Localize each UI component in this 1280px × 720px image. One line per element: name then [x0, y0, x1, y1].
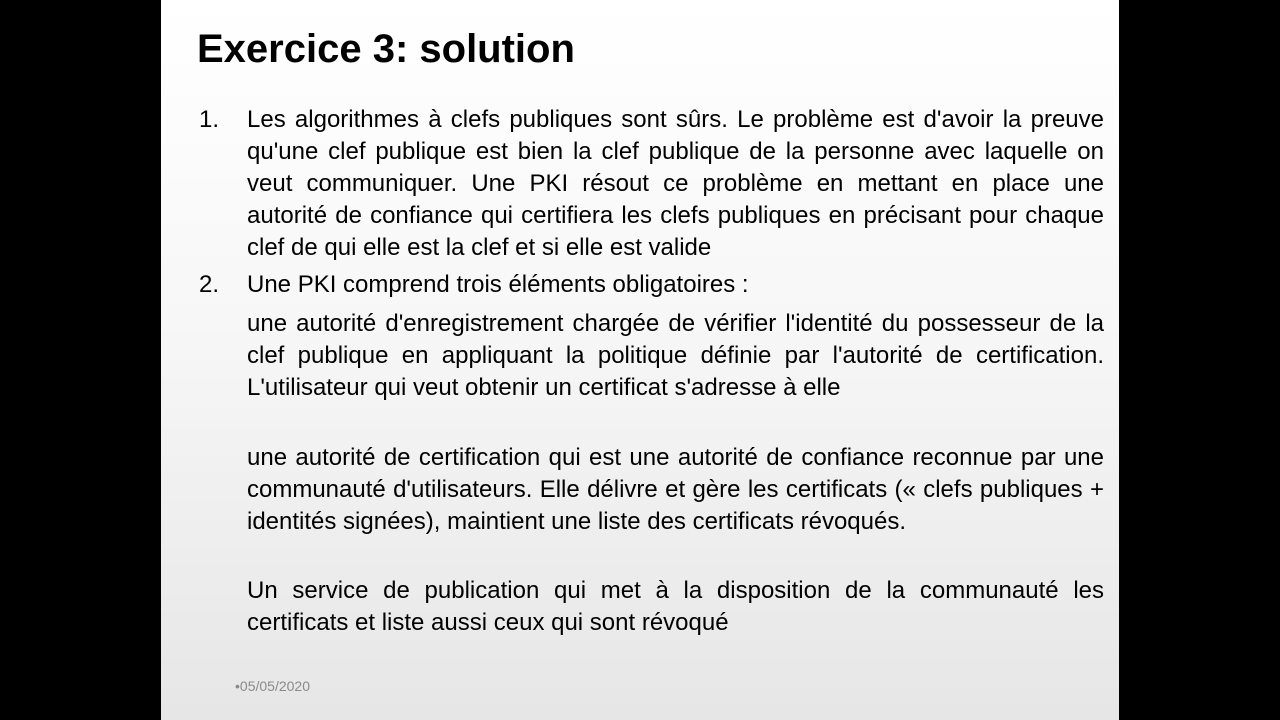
list-item-number: 2.	[199, 271, 220, 298]
list-item-number: 1.	[199, 106, 220, 133]
footer-date: •05/05/2020	[235, 678, 310, 694]
footer-date-text: 05/05/2020	[239, 678, 310, 694]
list-item-text: Les algorithmes à clefs publiques sont sûrs. Le problème est d'avoir la preuve qu'une clef publique est bien la clef publique de la personne avec laquelle on veut communiquer. Une PKI résout ce problème en mettant en place une autorité de confiance qui certifiera les clefs publiques en précisant pour chaque clef de qui elle est la clef et si elle est valide	[247, 106, 1104, 261]
list-item-text: Une PKI comprend trois éléments obligatoires :	[247, 271, 749, 298]
slide	[161, 0, 1119, 720]
sub-item-publication-service: Un service de publication qui met à la disposition de la communauté les certificats et liste aussi ceux qui sont révoqué	[247, 577, 1104, 636]
slide-title: Exercice 3: solution	[197, 27, 575, 71]
sub-item-certification-authority: une autorité de certification qui est une autorité de confiance reconnue par une communauté d'utilisateurs. Elle délivre et gère les certificats (« clefs publiques + identités signées), maintient une liste des certificats révoqués.	[247, 444, 1104, 535]
sub-item-registration-authority: une autorité d'enregistrement chargée de vérifier l'identité du possesseur de la clef publique en appliquant la politique définie par l'autorité de certification. L'utilisateur qui veut obtenir un certificat s'adresse à elle	[247, 310, 1104, 401]
